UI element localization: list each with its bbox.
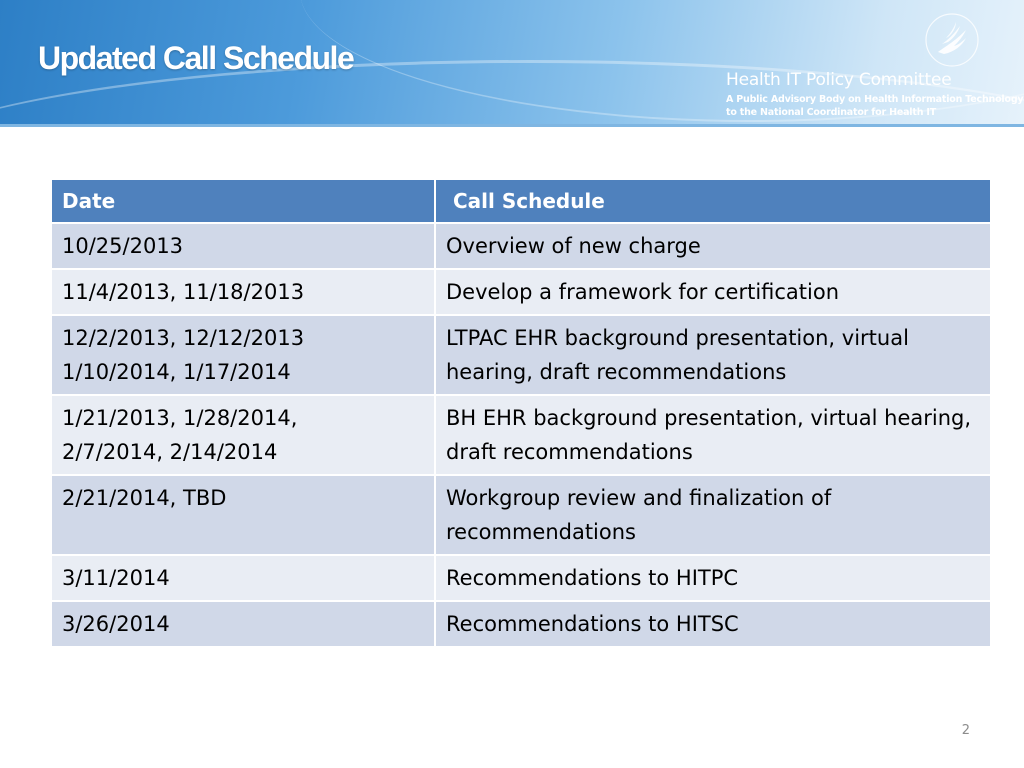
column-header-call-schedule bbox=[435, 180, 990, 223]
date-line: 1/21/2013, 1/28/2014, bbox=[62, 406, 298, 430]
logo-name: Health IT Policy Committee bbox=[726, 70, 952, 90]
column-header-date: Date bbox=[52, 180, 435, 223]
hhs-eagle-icon bbox=[924, 12, 980, 68]
date-cell: 11/4/2013, 11/18/2013 bbox=[52, 269, 435, 315]
date-line: 1/10/2014, 1/17/2014 bbox=[62, 360, 291, 384]
table-row bbox=[52, 223, 990, 269]
slide-title: Updated Call Schedule bbox=[38, 40, 354, 76]
date-line: 12/2/2013, 12/12/2013 bbox=[62, 326, 305, 350]
date-cell: 2/21/2014, TBD bbox=[52, 475, 435, 555]
table-row bbox=[52, 315, 990, 395]
schedule-cell: Workgroup review and finalization of recommendations bbox=[435, 475, 990, 555]
header-banner bbox=[0, 0, 1024, 127]
date-cell: 10/25/2013 bbox=[52, 223, 435, 269]
date-cell bbox=[52, 395, 435, 475]
schedule-cell: Recommendations to HITPC bbox=[435, 555, 990, 601]
table-row bbox=[52, 475, 990, 555]
call-schedule-table bbox=[52, 180, 990, 648]
column-header-label: Call Schedule bbox=[452, 189, 605, 213]
table-row bbox=[52, 601, 990, 647]
schedule-cell: LTPAC EHR background presentation, virtual hearing, draft recommendations bbox=[435, 315, 990, 395]
schedule-cell: Recommendations to HITSC bbox=[435, 601, 990, 647]
page-number: 2 bbox=[961, 723, 970, 738]
date-cell bbox=[52, 315, 435, 395]
schedule-cell: Overview of new charge bbox=[435, 223, 990, 269]
date-cell: 3/26/2014 bbox=[52, 601, 435, 647]
table-header-row bbox=[52, 180, 990, 223]
table-row bbox=[52, 555, 990, 601]
schedule-cell: Develop a framework for certification bbox=[435, 269, 990, 315]
table-row bbox=[52, 395, 990, 475]
committee-logo bbox=[726, 10, 1024, 122]
date-line: 2/7/2014, 2/14/2014 bbox=[62, 440, 278, 464]
date-cell: 3/11/2014 bbox=[52, 555, 435, 601]
logo-subtitle: A Public Advisory Body on Health Information Technology bbox=[726, 94, 1024, 105]
banner-divider bbox=[0, 124, 1024, 127]
schedule-cell: BH EHR background presentation, virtual hearing, draft recommendations bbox=[435, 395, 990, 475]
table-row bbox=[52, 269, 990, 315]
logo-subtitle: to the National Coordinator for Health IT bbox=[726, 107, 936, 118]
